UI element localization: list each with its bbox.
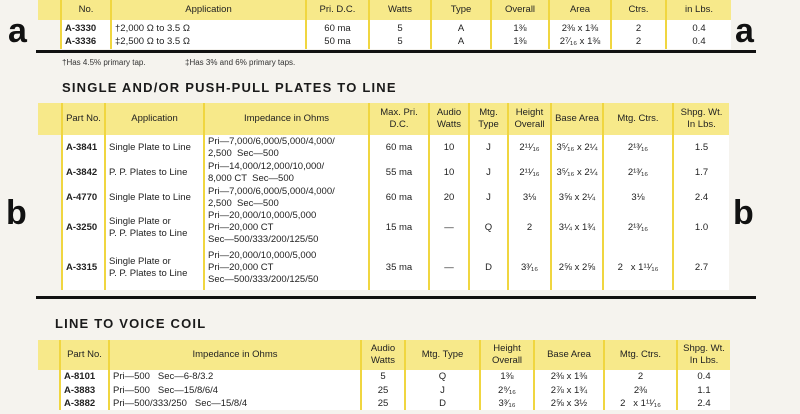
table-cell: 3¼ x 1¾ [551,210,603,246]
footnote-1: †Has 4.5% primary tap. [62,58,146,67]
column-header: Audio Watts [429,103,469,135]
table-cell: 25 [361,384,405,397]
column-header: Ctrs. [611,0,666,20]
table-cell: Pri—500/333/250 Sec—15/8/4 [109,397,361,410]
table-cell: 3⅛ [508,185,551,210]
table-cell: Pri—7,000/6,000/5,000/4,000/ 2,500 Sec—500 [204,135,369,160]
table-cell: Pri—500 Sec—15/8/6/4 [109,384,361,397]
section-a-table [60,0,731,49]
section-a-letter-left: a [8,12,27,50]
table-cell: 50 ma [306,35,369,49]
table-row [60,370,730,384]
table-row [62,246,729,290]
table-cell: Pri—500 Sec—6-8/3.2 [109,370,361,384]
column-header: Height Overall [508,103,551,135]
table-cell: 2¹¹⁄₁₆ [508,135,551,160]
table-cell: 1.5 [673,135,729,160]
part-number: A-4770 [62,185,105,210]
table-cell: A [431,20,491,35]
section-c-title: LINE TO VOICE COIL [55,316,207,331]
column-header: Mtg. Ctrs. [603,103,673,135]
table-cell: 2 [508,210,551,246]
table-cell: ‡2,500 Ω to 3.5 Ω [111,35,306,49]
table-cell: 1.7 [673,160,729,185]
table-cell: 2 x 1¹¹⁄₁₆ [603,246,673,290]
table-cell: 10 [429,135,469,160]
table-cell: 2¹³⁄₁₆ [603,135,673,160]
section-c-table [59,340,730,410]
table-cell: Pri—7,000/6,000/5,000/4,000/ 2,500 Sec—500 [204,185,369,210]
part-number: A-3250 [62,210,105,246]
part-number: A-3842 [62,160,105,185]
table-cell: 15 ma [369,210,429,246]
table-cell: D [469,246,508,290]
table-cell: 1.0 [673,210,729,246]
table-cell: 5 [361,370,405,384]
section-b-rule [36,296,756,299]
table-cell: 2.7 [673,246,729,290]
table-cell: 3³⁄₁₆ [480,397,534,410]
column-header: Shpg. Wt. In Lbs. [677,340,730,370]
column-header: Area [549,0,611,20]
column-header: Pri. D.C. [306,0,369,20]
table-cell: 0.4 [666,20,731,35]
column-header: Impedance in Ohms [204,103,369,135]
section-a-letter-right: a [735,12,754,50]
column-header: Watts [369,0,431,20]
section-b-header-band [38,103,61,135]
column-header: Base Area [534,340,604,370]
part-number: A-3315 [62,246,105,290]
section-c-header-band [38,340,59,370]
table-row [62,185,729,210]
table-cell: 55 ma [369,160,429,185]
table-cell: J [469,160,508,185]
table-cell: 2⅞ x 1¾ [534,384,604,397]
column-header: Part No. [62,103,105,135]
table-cell: 3⁵⁄₁₆ x 2¼ [551,160,603,185]
column-header: Mtg. Type [469,103,508,135]
table-cell: 2⅜ x 1⅜ [549,20,611,35]
table-cell: 2¹³⁄₁₆ [603,210,673,246]
column-header: Application [111,0,306,20]
column-header: in Lbs. [666,0,731,20]
table-cell: †2,000 Ω to 3.5 Ω [111,20,306,35]
table-cell: 1⅜ [491,35,549,49]
table-cell: 2 x 1¹¹⁄₁₆ [604,397,677,410]
table-cell: 3⁵⁄₁₆ x 2¼ [551,135,603,160]
table-cell: 25 [361,397,405,410]
table-row [60,384,730,397]
footnote-2: ‡Has 3% and 6% primary taps. [185,58,296,67]
table-cell: 0.4 [666,35,731,49]
table-cell: 2 [604,370,677,384]
table-cell: Pri—20,000/10,000/5,000 Pri—20,000 CT Sec—500/333/200/125/50 [204,210,369,246]
table-cell: 1.1 [677,384,730,397]
table-cell: 2 [611,35,666,49]
column-header: Application [105,103,204,135]
table-row [60,397,730,410]
section-b-title: SINGLE AND/OR PUSH-PULL PLATES TO LINE [62,80,397,95]
part-number: A-3882 [60,397,109,410]
table-cell: 60 ma [306,20,369,35]
table-cell: J [469,135,508,160]
table-cell: Pri—20,000/10,000/5,000 Pri—20,000 CT Sec—500/333/200/125/50 [204,246,369,290]
table-cell: Q [405,370,480,384]
section-a-rule [36,50,756,53]
column-header: Impedance in Ohms [109,340,361,370]
table-cell: Pri—14,000/12,000/10,000/ 8,000 CT Sec—500 [204,160,369,185]
part-number: A-3883 [60,384,109,397]
column-header: Mtg. Type [405,340,480,370]
table-row [61,35,731,49]
column-header: Height Overall [480,340,534,370]
table-cell: 2⅝ x 2⅝ [551,246,603,290]
table-row [62,210,729,246]
table-cell: 2¹¹⁄₁₆ [508,160,551,185]
table-cell: Q [469,210,508,246]
part-number: A-3330 [61,20,111,35]
table-cell: 60 ma [369,185,429,210]
table-cell: Single Plate to Line [105,135,204,160]
table-row [62,135,729,160]
table-cell: 2⁹⁄₁₆ [480,384,534,397]
part-number: A-8101 [60,370,109,384]
table-cell: 2.4 [677,397,730,410]
table-cell: 10 [429,160,469,185]
column-header: Type [431,0,491,20]
column-header: Max. Pri. D.C. [369,103,429,135]
table-cell: — [429,210,469,246]
column-header: Overall [491,0,549,20]
table-cell: 2 [611,20,666,35]
column-header: Mtg. Ctrs. [604,340,677,370]
table-cell: 3⅝ x 2¼ [551,185,603,210]
table-cell: 2¹³⁄₁₆ [603,160,673,185]
table-cell: 5 [369,35,431,49]
table-cell: 2⁷⁄₁₆ x 1⅜ [549,35,611,49]
part-number: A-3841 [62,135,105,160]
table-cell: 0.4 [677,370,730,384]
table-cell: 1⅜ [491,20,549,35]
table-cell: 3³⁄₁₆ [508,246,551,290]
table-cell: 2⅜ x 1⅜ [534,370,604,384]
table-cell: D [405,397,480,410]
section-b-letter-right: b [733,194,754,232]
table-row [62,160,729,185]
table-cell: Single Plate or P. P. Plates to Line [105,210,204,246]
column-header: Part No. [60,340,109,370]
table-row [61,20,731,35]
table-cell: 2⅜ [604,384,677,397]
table-cell: 1⅜ [480,370,534,384]
column-header: No. [61,0,111,20]
table-cell: 5 [369,20,431,35]
column-header: Audio Watts [361,340,405,370]
section-a-header-band [38,0,60,20]
table-cell: A [431,35,491,49]
table-cell: 35 ma [369,246,429,290]
table-cell: J [405,384,480,397]
section-b-table [61,103,729,290]
table-cell: J [469,185,508,210]
table-cell: P. P. Plates to Line [105,160,204,185]
table-cell: Single Plate to Line [105,185,204,210]
column-header: Shpg. Wt. In Lbs. [673,103,729,135]
table-cell: 2⅝ x 3½ [534,397,604,410]
column-header: Base Area [551,103,603,135]
table-cell: 3⅛ [603,185,673,210]
section-b-letter-left: b [6,194,27,232]
table-cell: 20 [429,185,469,210]
table-cell: 60 ma [369,135,429,160]
table-cell: Single Plate or P. P. Plates to Line [105,246,204,290]
table-cell: — [429,246,469,290]
table-cell: 2.4 [673,185,729,210]
part-number: A-3336 [61,35,111,49]
